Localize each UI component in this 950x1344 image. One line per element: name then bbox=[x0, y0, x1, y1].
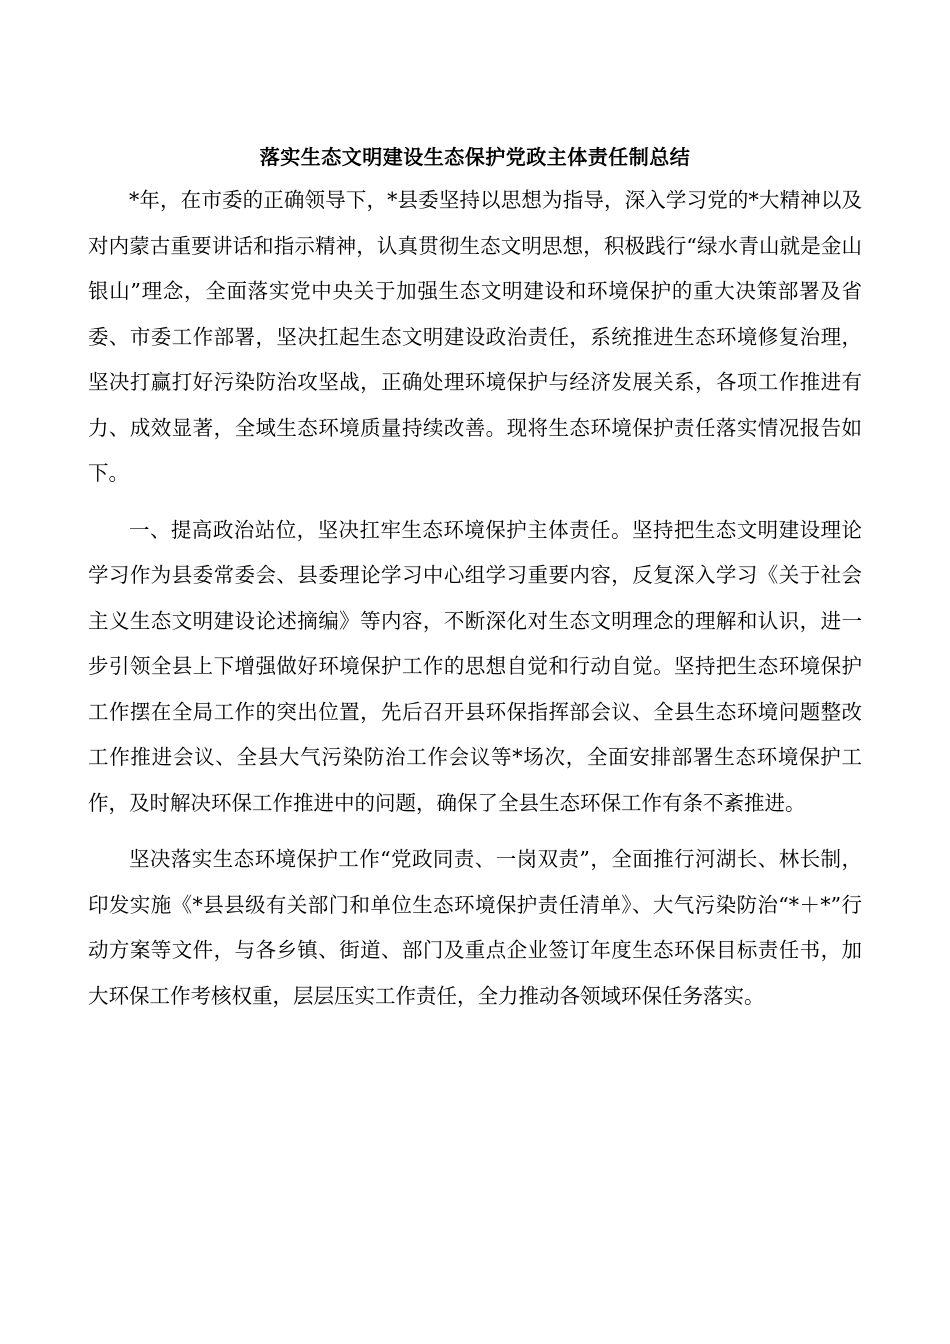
paragraph-section-one: 一、提高政治站位，坚决扛牢生态环境保护主体责任。坚持把生态文明建设理论学习作为县委常委会、县委理论学习中心组学习重要内容，反复深入学习《关于社会主义生态文明建设论述摘编》等内容，不断深化对生态文明理念的理解和认识，进一步引领全县上下增强做好环境保护工作的思想自觉和行动自觉。坚持把生态环境保护工作摆在全局工作的突出位置，先后召开县环保指挥部会议、全县生态环境问题整改工作推进会议、全县大气污染防治工作会议等*场次，全面安排部署生态环境保护工作，及时解决环保工作推进中的问题，确保了全县生态环保工作有条不紊推进。 bbox=[88, 517, 862, 815]
document-page bbox=[88, 140, 862, 1030]
paragraph-intro: *年，在市委的正确领导下，*县委坚持以思想为指导，深入学习党的*大精神以及对内蒙古重要讲话和指示精神，认真贯彻生态文明思想，积极践行“绿水青山就是金山银山”理念，全面落实党中央关于加强生态文明建设和环境保护的重大决策部署及省委、市委工作部署，坚决扛起生态文明建设政治责任，系统推进生态环境修复治理，坚决打赢打好污染防治攻坚战，正确处理环境保护与经济发展关系，各项工作推进有力、成效显著，全域生态环境质量持续改善。现将生态环境保护责任落实情况报告如下。 bbox=[88, 188, 862, 485]
document-title: 落实生态文明建设生态保护党政主体责任制总结 bbox=[259, 145, 691, 169]
paragraph-responsibility: 坚决落实生态环境保护工作“党政同责、一岗双责”，全面推行河湖长、林长制，印发实施《*县县级有关部门和单位生态环境保护责任清单》、大气污染防治“*＋*”行动方案等文件，与各乡镇、街道、部门及重点企业签订年度生态环保目标责任书，加大环保工作考核权重，层层压实工作责任，全力推动各领域环保任务落实。 bbox=[88, 847, 862, 1008]
